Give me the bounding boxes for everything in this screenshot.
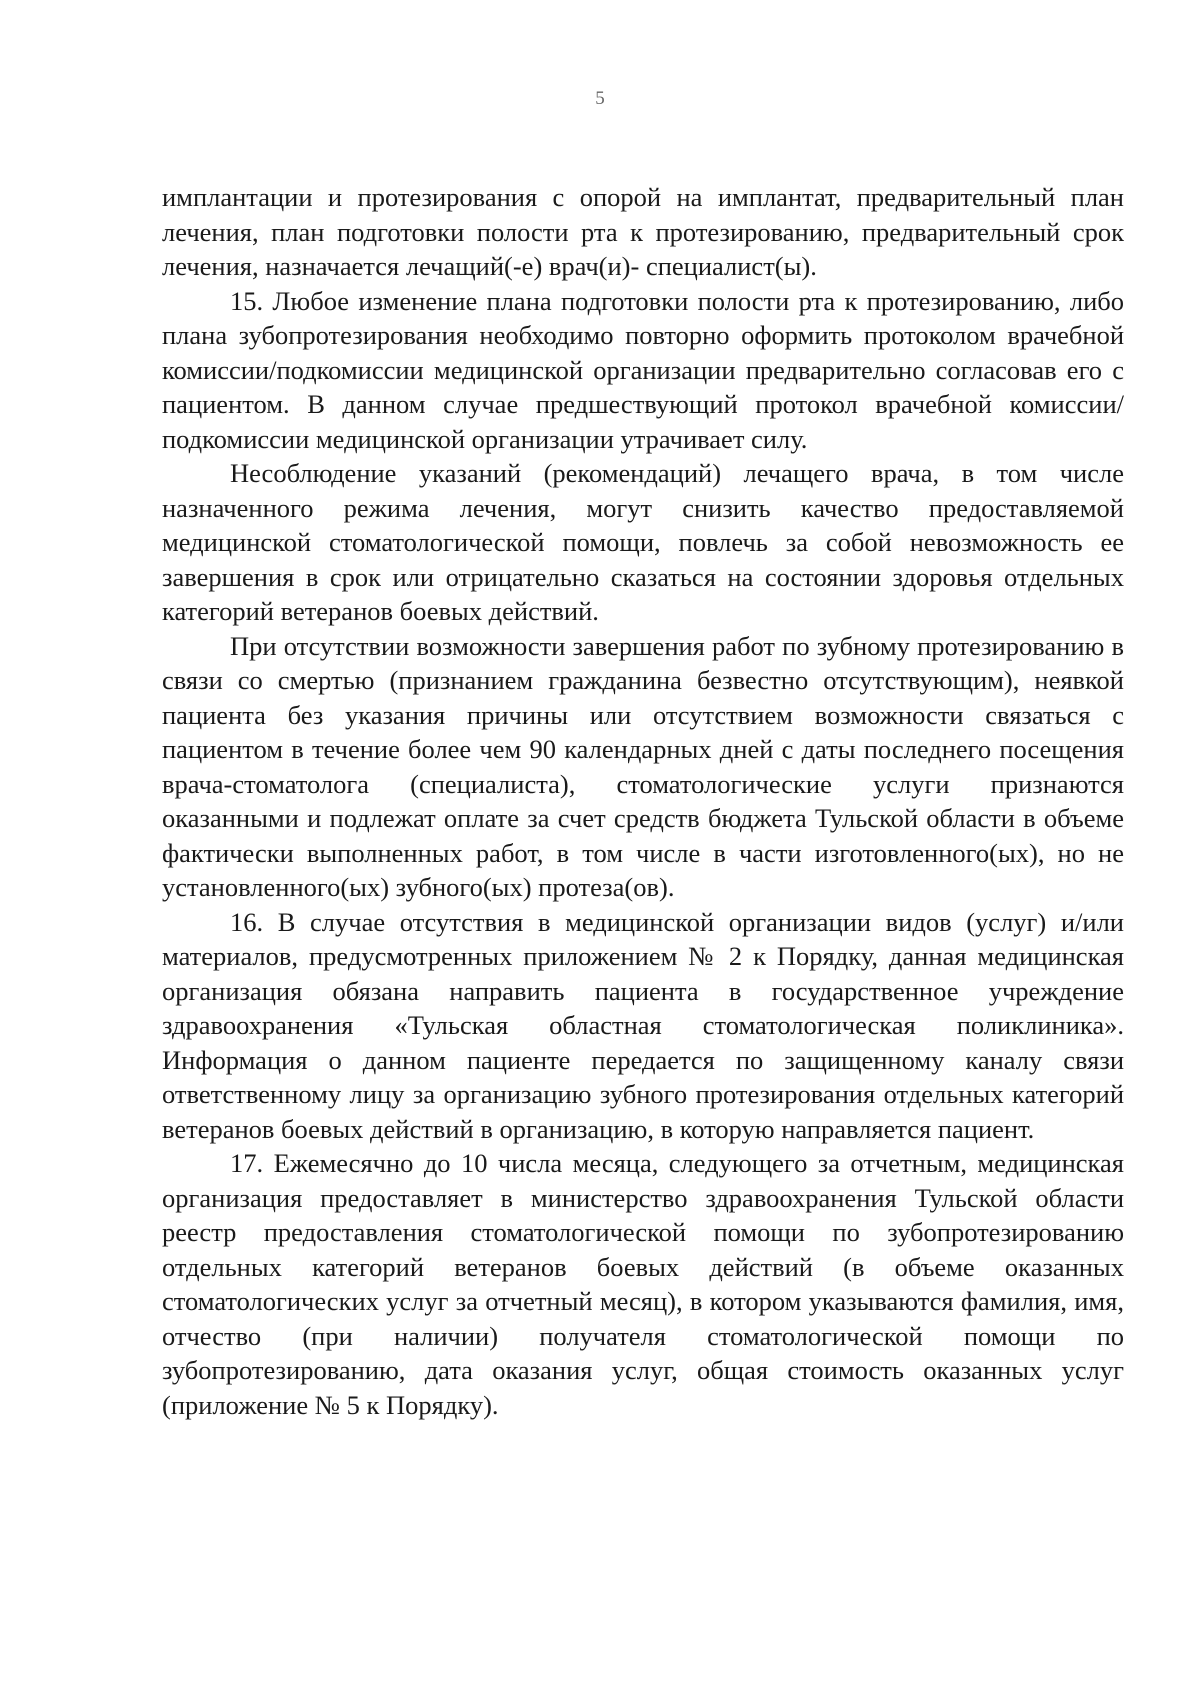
paragraph-incomplete-work: При отсутствии возможности завершения работ по зубному протезированию в связи со смертью (признанием гражданина безвестно отсутствующим), неявкой пациента без указания причины или отсутствием возможности связаться с пациентом в течение более чем 90 календарных дней с даты последнего посещения врача-стоматолога (специалиста), стоматологические услуги признаются оказанными и подлежат оплате за счет средств бюджета Тульской области в объеме фактически выполненных работ, в том числе в части изготовленного(ых), но не установленного(ых) зубного(ых) протеза(ов). — [162, 630, 1124, 902]
paragraph-continuation: имплантации и протезирования с опорой на имплантат, предварительный план лечения, план подготовки полости рта к протезированию, предварительный срок лечения, назначается лечащий(-е) врач(и)- специалист(ы). — [162, 182, 1124, 281]
paragraph-item-15: 15. Любое изменение плана подготовки полости рта к протезированию, либо плана зубопротезирования необходимо повторно оформить протоколом врачебной комиссии/подкомиссии медицинской организации предварительно согласовав его с пациентом. В данном случае предшествующий протокол врачебной комиссии/подкомиссии медицинской организации утрачивает силу. — [162, 285, 1124, 454]
paragraph-item-17: 17. Ежемесячно до 10 числа месяца, следующего за отчетным, медицинская организация предоставляет в министерство здравоохранения Тульской области реестр предоставления стоматологической помощи по зубопротезированию отдельных категорий ветеранов боевых действий (в объеме оказанных стоматологических услуг за отчетный месяц), в котором указываются фамилия, имя, отчество (при наличии) получателя стоматологической помощи по зубопротезированию, дата оказания услуг, общая стоимость оказанных услуг (приложение № 5 к Порядку). — [162, 1148, 1124, 1420]
paragraph-noncompliance: Несоблюдение указаний (рекомендаций) лечащего врача, в том числе назначенного режима лечения, могут снизить качество предоставляемой медицинской стоматологической помощи, повлечь за собой невозможность ее завершения в срок или отрицательно сказаться на состоянии здоровья отдельных категорий ветеранов боевых действий. — [162, 458, 1124, 626]
page-number: 5 — [595, 88, 605, 109]
document-body — [162, 180, 1124, 1422]
paragraph-item-16: 16. В случае отсутствия в медицинской организации видов (услуг) и/или материалов, предусмотренных приложением № 2 к Порядку, данная медицинская организация обязана направить пациента в государственное учреждение здравоохранения «Тульская областная стоматологическая поликлиника». Информация о данном пациенте передается по защищенному каналу связи ответственному лицу за организацию зубного протезирования отдельных категорий ветеранов боевых действий в организацию, в которую направляется пациент. — [162, 906, 1124, 1144]
